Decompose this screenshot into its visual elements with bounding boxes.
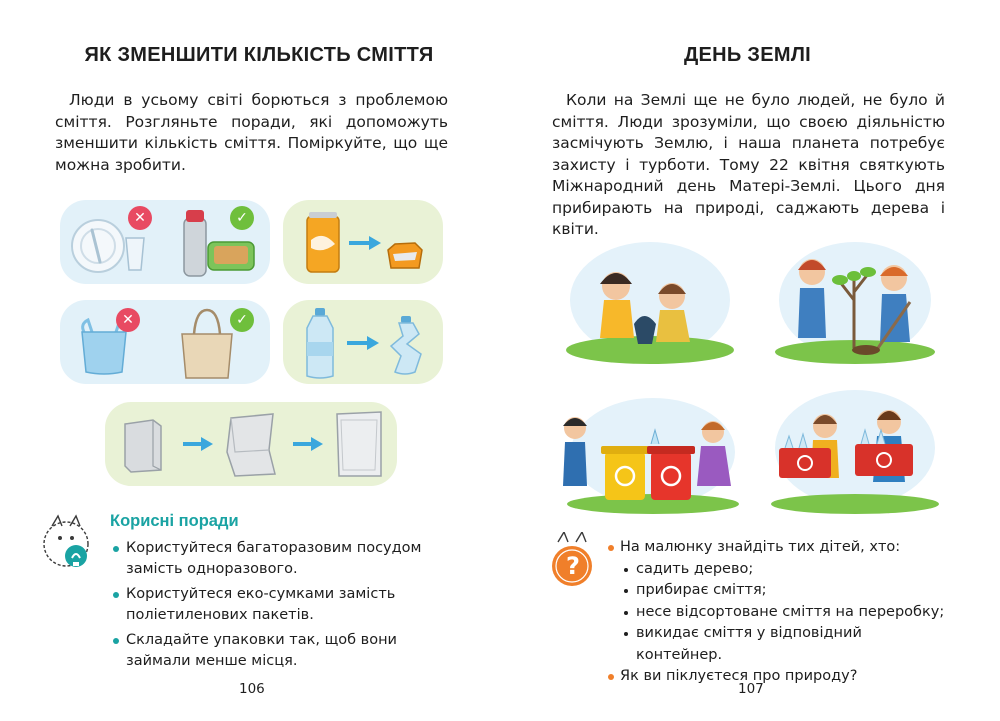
list-item: Користуйтеся еко-сумками замість поліетиленових пакетів. (112, 584, 432, 625)
check-icon: ✓ (230, 308, 254, 332)
right-page-title: ДЕНЬ ЗЕМЛІ (683, 44, 812, 66)
plastic-bottle-icon (303, 306, 337, 380)
tip-tile-dishes (60, 200, 270, 284)
list-item: садить дерево; (608, 559, 948, 581)
tip-tile-carton (105, 402, 397, 486)
children-carrying-recycling-illustration (765, 382, 945, 517)
tip-tile-can (283, 200, 443, 284)
cross-icon: ✕ (128, 206, 152, 230)
list-item: Складайте упаковки так, щоб вони займали менше місця. (112, 630, 432, 671)
check-icon: ✓ (230, 206, 254, 230)
soda-can-icon (305, 210, 341, 274)
children-planting-tree-illustration (770, 238, 940, 368)
list-item: викидає сміття у відповідний контейнер. (608, 623, 948, 666)
tip-tile-bags (60, 300, 270, 384)
list-item: Користуйтеся багаторазовим посудом замість одноразового. (112, 538, 432, 579)
arrow-right-icon (293, 437, 323, 451)
crushed-can-icon (385, 240, 425, 272)
tips-list (112, 538, 432, 676)
children-sorting-trash-illustration (553, 392, 743, 517)
page-number-left: 106 (239, 681, 265, 697)
tip-tile-bottle (283, 300, 443, 384)
mascot-lightbulb-icon (40, 514, 102, 576)
question-final: Як ви піклуєтеся про природу? (608, 666, 948, 688)
carton-box-icon (121, 416, 165, 474)
page-number-right: 107 (738, 681, 764, 697)
arrow-right-icon (347, 336, 379, 350)
crushed-bottle-icon (387, 314, 427, 376)
flat-carton-icon (333, 410, 385, 478)
left-intro-text: Люди в усьому світі борються з проблемою сміття. Розгляньте поради, які допоможуть зменшити кількість сміття. Поміркуйте, що ще можна зробити. (55, 91, 448, 174)
right-intro-text: Коли на Землі ще не було людей, не було й сміття. Люди зрозуміли, що своєю діяльністю засмічують Землю, і наша планета потребує захисту і турботи. Тому 22 квітня святкують Міжнародний день Матері-Землі. Цього дня прибирають на природі, саджають дерева і квіти. (552, 91, 945, 238)
eco-bag-icon (178, 308, 236, 380)
arrow-right-icon (349, 236, 381, 250)
list-item: прибирає сміття; (608, 580, 948, 602)
half-folded-carton-icon (223, 412, 279, 478)
question-list (608, 537, 948, 688)
cross-icon: ✕ (116, 308, 140, 332)
left-page-title: ЯК ЗМЕНШИТИ КІЛЬКІСТЬ СМІТТЯ (84, 44, 434, 66)
question-mark-icon: ? (566, 552, 580, 580)
question-intro: На малюнку знайдіть тих дітей, хто: (608, 537, 948, 559)
list-item: несе відсортоване сміття на переробку; (608, 602, 948, 624)
tips-title: Корисні поради (110, 512, 239, 530)
arrow-right-icon (183, 437, 213, 451)
children-cleaning-illustration (560, 238, 740, 368)
